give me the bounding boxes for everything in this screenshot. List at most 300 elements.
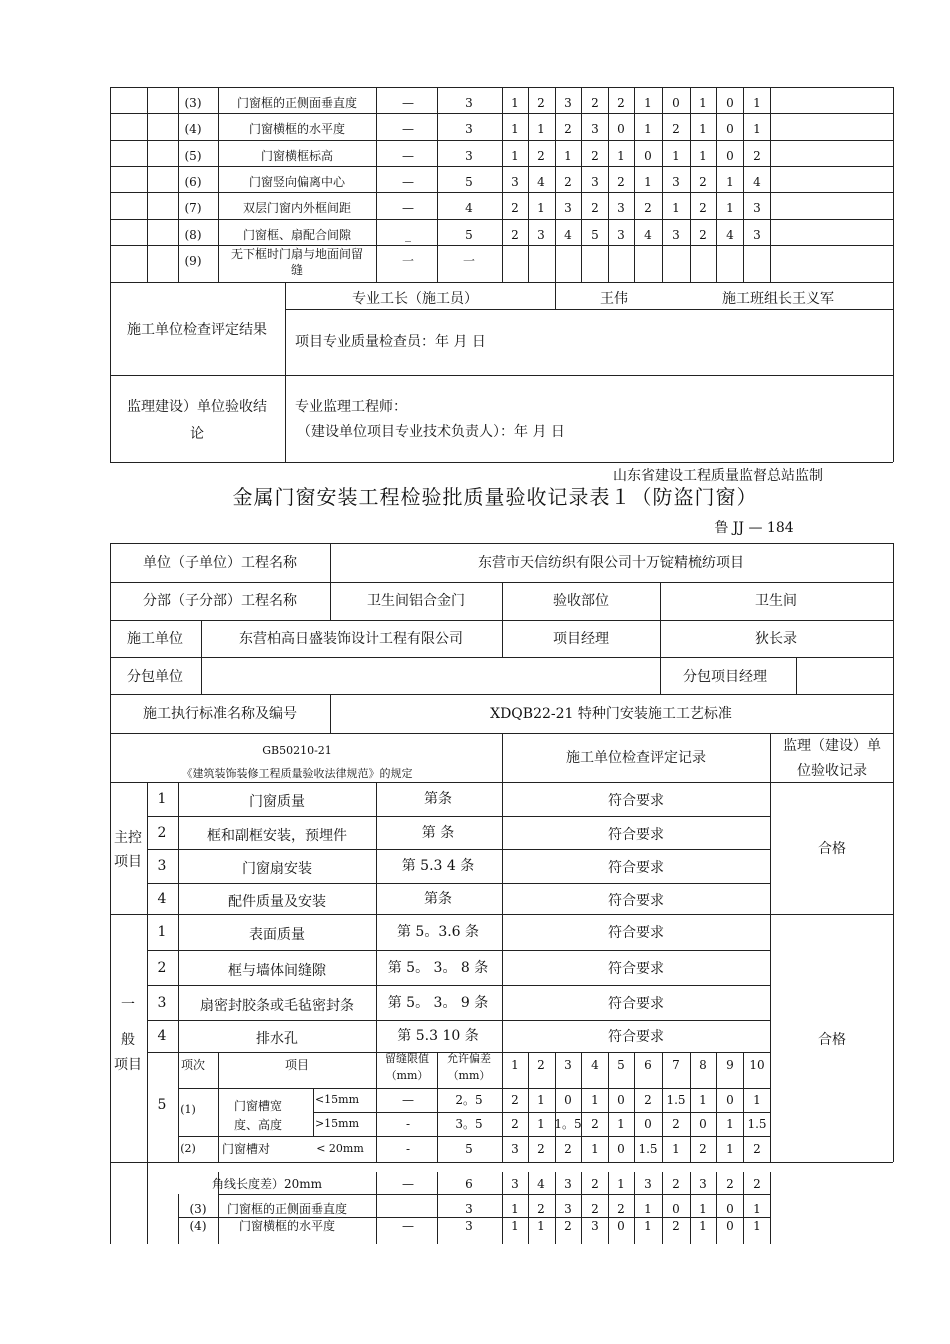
right-border — [893, 543, 894, 1162]
grid-line — [690, 1052, 691, 1162]
row-value: 0 — [726, 122, 734, 136]
row-limit: — — [402, 201, 414, 215]
issuing-org: 山东省建设工程质量监督总站监制 — [613, 468, 823, 484]
row-value: 1 — [726, 201, 734, 215]
grid-line — [743, 1172, 744, 1244]
bottom-row-value: 2 — [617, 1202, 625, 1216]
grid-line — [502, 733, 503, 782]
row-item: 无下框时门扇与地面间留 — [230, 247, 364, 261]
bottom-row-value: 1 — [753, 1219, 761, 1233]
row-value: 1 — [511, 122, 519, 136]
main-item-result: 符合要求 — [608, 793, 664, 809]
project-name-label: 单位（子单位）工程名称 — [143, 555, 297, 571]
grid-line — [110, 192, 893, 193]
bottom-row-limit: — — [402, 1177, 414, 1191]
dev-row-item: 门窗槽对 — [221, 1142, 271, 1156]
subpart-label: 分部（子分部）工程名称 — [143, 593, 297, 609]
grid-line — [555, 282, 556, 309]
grid-line — [437, 87, 438, 282]
dev-col-no: 项次 — [180, 1058, 206, 1072]
bottom-row-value: 3 — [564, 1177, 572, 1191]
dev-row-value: 0 — [564, 1093, 572, 1107]
grid-line — [716, 1052, 717, 1162]
dev-col-limit: 留缝限值 — [385, 1052, 429, 1065]
dev-row-tolerance: 2。5 — [455, 1093, 483, 1107]
contractor-label: 施工单位 — [127, 631, 183, 647]
dev-row-value: 0 — [699, 1117, 707, 1131]
grid-line — [147, 883, 770, 884]
grid-line — [110, 87, 893, 88]
row-number: (9) — [184, 254, 202, 268]
grid-line — [218, 1194, 770, 1195]
row-item: 门窗横框的水平度 — [248, 122, 346, 136]
bottom-row-value: 1 — [699, 1219, 707, 1233]
row-value: 2 — [699, 175, 707, 189]
grid-line — [376, 87, 377, 282]
grid-line — [376, 1172, 377, 1244]
dev-row-value: 2 — [511, 1117, 519, 1131]
row-value: 0 — [617, 122, 625, 136]
dev-row-value: 2 — [672, 1117, 680, 1131]
dev-row-value: 0 — [726, 1093, 734, 1107]
row-value: 1 — [753, 96, 761, 110]
row-limit: — — [402, 122, 414, 136]
grid-line — [201, 620, 202, 657]
left-border — [110, 87, 111, 462]
dev-row-value: 0 — [617, 1142, 625, 1156]
grid-line — [581, 1052, 582, 1162]
dev-row-number: (2) — [180, 1142, 196, 1155]
grid-line — [555, 1172, 556, 1244]
general-item-name: 框与墙体间缝隙 — [228, 962, 326, 979]
grid-line — [110, 694, 893, 695]
row-value: 1 — [537, 201, 545, 215]
row-value: 2 — [672, 122, 680, 136]
grid-line — [716, 1172, 717, 1244]
row-value: 3 — [672, 228, 680, 242]
dev-row-value: 1 — [726, 1117, 734, 1131]
row-value: 2 — [699, 228, 707, 242]
main-item-clause: 第条 — [424, 890, 452, 907]
bottom-row-value: 1 — [699, 1202, 707, 1216]
general-items-verdict: 合格 — [818, 1032, 846, 1048]
row-tolerance: 5 — [465, 175, 473, 189]
bottom-row-value: 3 — [644, 1177, 652, 1191]
grid-line — [634, 1172, 635, 1244]
grid-line — [634, 1052, 635, 1162]
standard-label: 施工执行标准名称及编号 — [143, 706, 297, 722]
grid-line — [437, 1172, 438, 1244]
grid-line — [330, 582, 331, 620]
row-value: 2 — [617, 96, 625, 110]
row-value: 3 — [591, 122, 599, 136]
grid-line — [502, 582, 503, 620]
row-value: 2 — [617, 175, 625, 189]
row-value: 2 — [591, 96, 599, 110]
grid-line — [110, 1162, 893, 1163]
bottom-row-value: 3 — [564, 1202, 572, 1216]
grid-line — [178, 782, 179, 1052]
owner-tech-signoff: （建设单位项目专业技术负责人）：年 月 日 — [297, 424, 565, 440]
grid-line — [147, 849, 770, 850]
bottom-row-value: 1 — [617, 1177, 625, 1191]
main-items-label: 主控 — [114, 830, 142, 846]
grid-line — [313, 1112, 770, 1113]
row-tolerance: 3 — [465, 149, 473, 163]
grid-line — [376, 1052, 377, 1162]
dev-col-index: 9 — [726, 1058, 734, 1072]
grid-line — [634, 87, 635, 282]
dev-row-value: 1 — [726, 1142, 734, 1156]
grid-line — [110, 543, 893, 544]
grid-line — [178, 1088, 770, 1089]
general-item-result: 符合要求 — [608, 960, 664, 977]
main-items-verdict: 合格 — [818, 841, 846, 857]
bottom-row-number: (4) — [189, 1219, 207, 1233]
dev-col-index: 5 — [617, 1058, 625, 1072]
general-item-result: 符合要求 — [608, 925, 664, 941]
form-code: 鲁 JJ — 184 — [714, 520, 794, 536]
row-value: 1 — [537, 122, 545, 136]
row-number: (7) — [184, 201, 202, 215]
row-value: 1 — [699, 122, 707, 136]
row-value: 1 — [726, 175, 734, 189]
grid-line — [502, 1052, 503, 1162]
dev-col-limit: （mm） — [385, 1069, 429, 1082]
main-item-number: 3 — [157, 858, 167, 874]
grid-line — [376, 782, 377, 1052]
grid-line — [218, 1052, 219, 1162]
row-value: 1 — [644, 96, 652, 110]
grid-line — [147, 985, 770, 986]
row-value: 2 — [537, 149, 545, 163]
row-tolerance: 一 — [462, 254, 476, 268]
grid-line — [201, 657, 202, 694]
grid-line — [147, 950, 770, 951]
dev-col-index: 2 — [537, 1058, 545, 1072]
grid-line — [178, 1052, 179, 1162]
general-items-label: 一 — [121, 997, 135, 1013]
grid-line — [581, 87, 582, 282]
dev-col-index: 3 — [564, 1058, 572, 1072]
row-limit: — — [402, 149, 414, 163]
grid-line — [662, 1052, 663, 1162]
sub-pm-label: 分包项目经理 — [683, 669, 767, 685]
row-value: 3 — [564, 201, 572, 215]
dev-row-value: 0 — [644, 1117, 652, 1131]
grid-line — [110, 657, 893, 658]
row-value: 2 — [591, 201, 599, 215]
grid-line — [285, 309, 893, 310]
grid-line — [110, 375, 893, 376]
main-item-result: 符合要求 — [608, 826, 664, 843]
row-value: 2 — [591, 149, 599, 163]
main-item-clause: 第条 — [424, 791, 452, 807]
general-item-number: 5 — [157, 1097, 167, 1113]
dev-row-value: 1.5 — [747, 1117, 767, 1131]
grid-line — [770, 1052, 771, 1162]
dev-row-value: 3 — [511, 1142, 519, 1156]
row-value: 4 — [537, 175, 545, 189]
row-number: (8) — [184, 228, 202, 242]
bottom-row-number: (3) — [189, 1202, 207, 1216]
grid-line — [110, 113, 893, 114]
contractor-value: 东营柏高日盛装饰设计工程有限公司 — [239, 631, 463, 647]
grid-line — [716, 87, 717, 282]
grid-line — [110, 166, 893, 167]
main-item-clause: 第 条 — [421, 824, 455, 841]
bottom-row-value: 4 — [537, 1177, 545, 1191]
general-item-result: 符合要求 — [608, 995, 664, 1012]
row-tolerance: 3 — [465, 96, 473, 110]
grid-line — [330, 694, 331, 733]
row-item: 门窗框、扇配合间隙 — [242, 228, 352, 242]
grid-line — [502, 620, 503, 657]
inspector-signoff: 项目专业质量检查员：年 月 日 — [295, 334, 486, 350]
dev-row-tolerance: 3。5 — [455, 1117, 483, 1131]
row-value: 3 — [564, 96, 572, 110]
main-item-number: 2 — [157, 824, 167, 841]
row-value: 1 — [672, 201, 680, 215]
row-limit: — — [402, 175, 414, 189]
grid-line — [147, 87, 148, 282]
dev-row-limit: — — [402, 1093, 414, 1107]
grid-line — [330, 543, 331, 582]
grid-line — [690, 87, 691, 282]
general-item-result: 符合要求 — [608, 1029, 664, 1045]
row-value: 0 — [726, 149, 734, 163]
row-value: 2 — [699, 201, 707, 215]
grid-line — [743, 1052, 744, 1162]
row-value: 1 — [511, 149, 519, 163]
general-item-number: 2 — [157, 959, 167, 976]
check-record-header: 施工单位检查评定记录 — [566, 750, 706, 766]
grid-line — [110, 282, 893, 283]
grid-line — [218, 87, 219, 282]
row-value: 5 — [591, 228, 599, 242]
dev-row-value: 2 — [644, 1093, 652, 1107]
grid-line — [555, 1052, 556, 1162]
row-value: 1 — [564, 149, 572, 163]
bottom-row-value: 2 — [591, 1202, 599, 1216]
grid-line — [147, 1162, 148, 1244]
bottom-row-item: 门窗横框的水平度 — [238, 1219, 336, 1233]
grid-line — [110, 140, 893, 141]
grid-line — [147, 1020, 770, 1021]
grid-line — [528, 1052, 529, 1162]
row-value: 2 — [753, 149, 761, 163]
general-item-name: 表面质量 — [249, 927, 305, 943]
bottom-row-value: 0 — [617, 1219, 625, 1233]
row-item: 门窗竖向偏离中心 — [248, 175, 346, 189]
general-item-clause: 第 5.3 10 条 — [397, 1028, 479, 1044]
pm-value: 狄长录 — [755, 631, 797, 647]
dev-row-value: 1 — [591, 1142, 599, 1156]
grid-line — [178, 87, 179, 282]
main-item-name: 门窗扇安装 — [242, 861, 312, 877]
bottom-row-value: 1 — [511, 1219, 519, 1233]
bottom-row-value: 3 — [511, 1177, 519, 1191]
row-value: 3 — [617, 201, 625, 215]
spec-name: 《建筑装饰装修工程质量验收法律规范》的规定 — [181, 767, 413, 780]
grid-line — [528, 87, 529, 282]
spec-code: GB50210-21 — [262, 744, 332, 757]
row-value: 1 — [644, 175, 652, 189]
row-value: 0 — [726, 96, 734, 110]
grid-line — [662, 87, 663, 282]
grid-line — [662, 1172, 663, 1244]
dev-col-tolerance: 允许偏差 — [447, 1052, 491, 1065]
dev-row-tolerance: 5 — [465, 1142, 473, 1156]
row-value: 1 — [644, 122, 652, 136]
foreman-name: 王伟 — [600, 291, 628, 307]
bottom-row-value: 2 — [537, 1202, 545, 1216]
general-item-number: 3 — [157, 994, 167, 1011]
dev-row-item: 门窗槽宽 — [233, 1099, 283, 1113]
row-number: (4) — [184, 122, 202, 136]
dev-row-limit: - — [405, 1117, 411, 1131]
dev-row-value: 1 — [537, 1093, 545, 1107]
grid-line — [608, 1052, 609, 1162]
general-item-name: 扇密封胶条或毛毡密封条 — [200, 997, 354, 1014]
grid-line — [555, 87, 556, 282]
bottom-row-value: 1 — [537, 1219, 545, 1233]
dev-row-value: 1 — [591, 1093, 599, 1107]
bottom-row-value: 3 — [699, 1177, 707, 1191]
row-value: 1 — [672, 149, 680, 163]
pm-label: 项目经理 — [553, 631, 609, 647]
bottom-row-value: 2 — [672, 1219, 680, 1233]
row-value: 1 — [753, 122, 761, 136]
row-value: 2 — [564, 175, 572, 189]
grid-line — [502, 1172, 503, 1244]
grid-line — [178, 1194, 179, 1244]
grid-line — [581, 1172, 582, 1244]
general-item-clause: 第 5。 3。 9 条 — [387, 994, 489, 1011]
dev-row-value: 1 — [537, 1117, 545, 1131]
row-item: 缝 — [290, 263, 304, 277]
supervisor-record-header: 监理（建设）单 — [783, 738, 881, 754]
grid-line — [147, 782, 148, 1162]
dev-row-limit: - — [405, 1142, 411, 1156]
row-value: 0 — [672, 96, 680, 110]
dev-row-value: 1 — [617, 1117, 625, 1131]
row-value: 2 — [511, 201, 519, 215]
grid-line — [660, 657, 661, 694]
dev-col-index: 4 — [591, 1058, 599, 1072]
main-item-number: 4 — [157, 890, 167, 907]
grid-line — [437, 1052, 438, 1162]
grid-line — [502, 87, 503, 282]
row-value: 0 — [644, 149, 652, 163]
grid-line — [743, 87, 744, 282]
row-value: 4 — [644, 228, 652, 242]
row-value: 3 — [511, 175, 519, 189]
team-leader: 施工班组长王义军 — [722, 291, 834, 307]
row-value: 4 — [726, 228, 734, 242]
subpart-value: 卫生间铝合金门 — [367, 593, 465, 609]
row-value: 2 — [644, 201, 652, 215]
dev-col-item: 项目 — [284, 1058, 310, 1072]
dev-row-subitem: >15mm — [314, 1117, 360, 1130]
foreman-label: 专业工长（施工员） — [352, 291, 478, 307]
dev-row-value: 2 — [511, 1093, 519, 1107]
supervisor-record-header: 位验收记录 — [797, 763, 867, 779]
general-item-clause: 第 5。 3。 8 条 — [387, 959, 489, 976]
row-item: 门窗框的正侧面垂直度 — [236, 96, 358, 110]
row-value: 3 — [617, 228, 625, 242]
dev-row-number: (1) — [180, 1103, 196, 1116]
row-value: 3 — [537, 228, 545, 242]
grid-line — [660, 620, 661, 657]
row-tolerance: 4 — [465, 201, 473, 215]
row-value: 1 — [617, 149, 625, 163]
row-limit: — — [402, 96, 414, 110]
left-border — [110, 543, 111, 1162]
main-items-label: 项目 — [114, 854, 142, 870]
grid-line — [608, 1172, 609, 1244]
row-value: 2 — [537, 96, 545, 110]
grid-line — [110, 219, 893, 220]
main-item-result: 符合要求 — [608, 860, 664, 876]
dev-col-index: 7 — [672, 1058, 680, 1072]
general-item-name: 排水孔 — [256, 1031, 298, 1047]
dev-row-subitem: <15mm — [314, 1093, 360, 1106]
row-value: 2 — [564, 122, 572, 136]
grid-line — [147, 816, 770, 817]
grid-line — [608, 87, 609, 282]
grid-line — [690, 1172, 691, 1244]
dev-row-value: 1 — [672, 1142, 680, 1156]
acceptance-part-value: 卫生间 — [755, 593, 797, 609]
bottom-row-value: 1 — [511, 1202, 519, 1216]
general-items-label: 项目 — [114, 1057, 142, 1073]
bottom-row-item: 门窗框的正侧面垂直度 — [226, 1202, 348, 1216]
right-border — [893, 87, 894, 462]
general-item-clause: 第 5。3.6 条 — [396, 924, 480, 940]
main-item-result: 符合要求 — [608, 892, 664, 909]
dev-col-index: 8 — [699, 1058, 707, 1072]
main-item-clause: 第 5.3 4 条 — [401, 858, 475, 874]
dev-row-value: 1 — [753, 1093, 761, 1107]
bottom-row-value: 0 — [672, 1202, 680, 1216]
row-item: 门窗横框标高 — [260, 149, 334, 163]
bottom-row-item: 角线长度差）20mm — [211, 1177, 323, 1191]
dev-col-index: 1 — [511, 1058, 519, 1072]
row-value: 4 — [753, 175, 761, 189]
row-value: 3 — [753, 201, 761, 215]
dev-row-subitem: < 20mm — [316, 1142, 364, 1155]
row-value: 3 — [753, 228, 761, 242]
bottom-row-value: 0 — [726, 1219, 734, 1233]
dev-row-value: 1.5 — [666, 1093, 686, 1107]
grid-line — [178, 1136, 770, 1137]
main-item-name: 配件质量及安装 — [228, 893, 326, 910]
general-item-number: 4 — [157, 1028, 167, 1044]
grid-line — [110, 245, 893, 246]
grid-line — [796, 657, 797, 694]
row-tolerance: 5 — [465, 228, 473, 242]
general-item-number: 1 — [157, 924, 167, 940]
main-item-name: 门窗质量 — [249, 794, 305, 810]
grid-line — [502, 782, 503, 1052]
grid-line — [660, 582, 661, 620]
row-value: 3 — [672, 175, 680, 189]
dev-col-index: 10 — [749, 1058, 765, 1072]
grid-line — [110, 1162, 111, 1244]
bottom-row-value: 2 — [591, 1177, 599, 1191]
dev-row-value: 2 — [699, 1142, 707, 1156]
